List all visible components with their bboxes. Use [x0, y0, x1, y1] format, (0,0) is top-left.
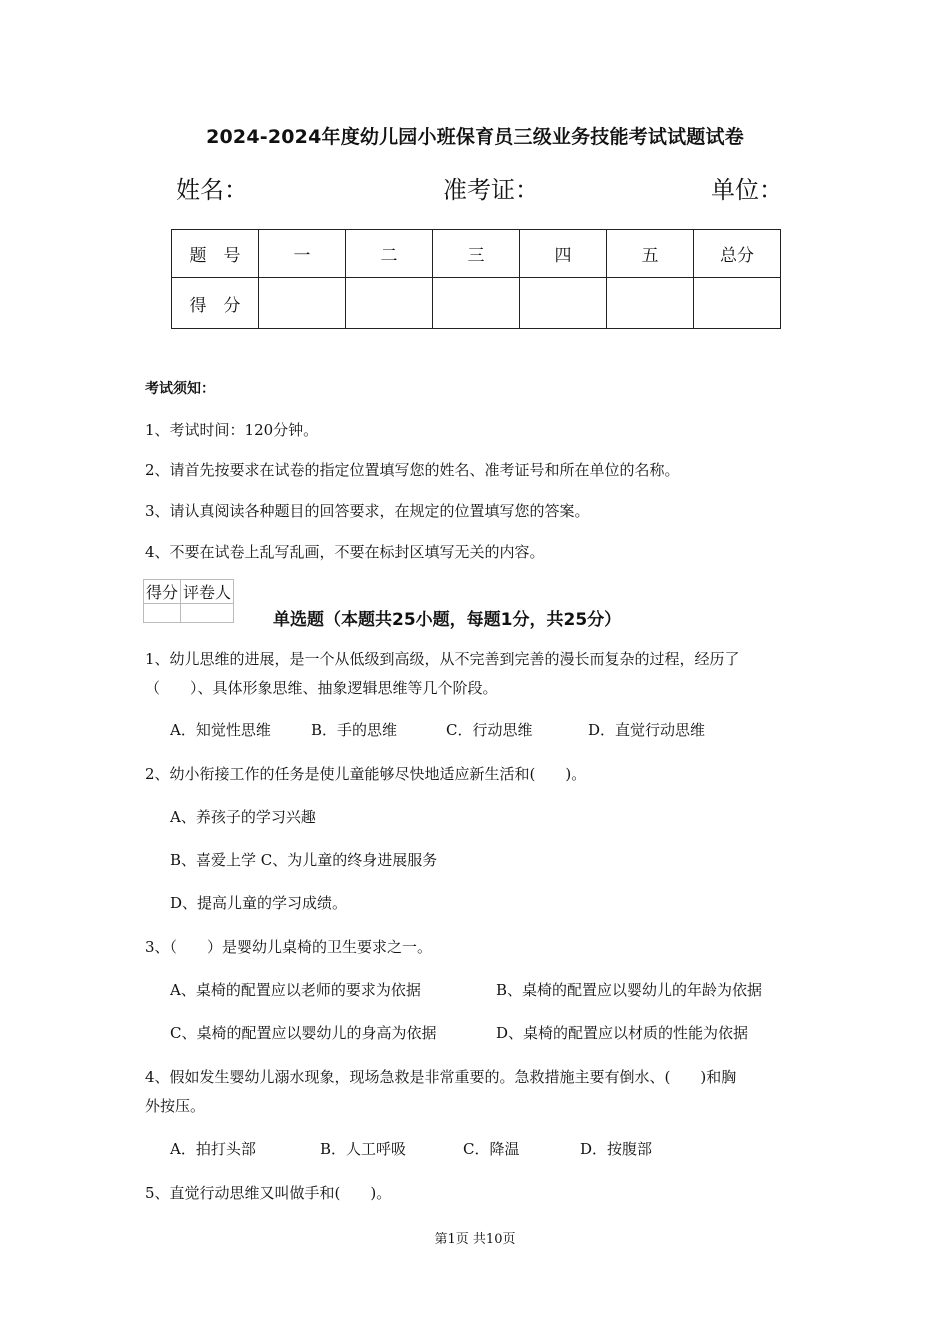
question-5-stem: 5、直觉行动思维又叫做手和( )。: [145, 1184, 392, 1202]
question-3-option-c: C、桌椅的配置应以婴幼儿的身高为依据: [170, 1024, 437, 1042]
notice-item: 2、请首先按要求在试卷的指定位置填写您的姓名、准考证号和所在单位的名称。: [145, 461, 680, 479]
question-1-option-a: A．知觉性思维: [170, 721, 271, 739]
score-row-label: 得 分: [172, 278, 259, 329]
grader-name-label: 评卷人: [181, 580, 234, 604]
score-header-cell: 三: [433, 230, 520, 278]
score-header-cell: 一: [259, 230, 346, 278]
question-4-option-b: B．人工呼吸: [320, 1140, 407, 1158]
question-2-stem: 2、幼小衔接工作的任务是使儿童能够尽快地适应新生活和( )。: [145, 765, 587, 783]
question-4-option-a: A．拍打头部: [170, 1140, 256, 1158]
question-4-option-c: C．降温: [463, 1140, 520, 1158]
score-table: [171, 229, 781, 329]
score-cell: [694, 278, 781, 329]
exam-id-field-label: 准考证：: [443, 176, 539, 204]
grader-score-cell: [144, 604, 181, 623]
question-3-option-a: A、桌椅的配置应以老师的要求为依据: [170, 981, 421, 999]
grader-box: [143, 579, 234, 623]
question-1-option-c: C．行动思维: [446, 721, 533, 739]
question-4-option-d: D．按腹部: [580, 1140, 653, 1158]
question-1-stem-cont: （ ）、具体形象思维、抽象逻辑思维等几个阶段。: [145, 679, 498, 697]
score-header-cell: 总分: [694, 230, 781, 278]
question-3-option-b: B、桌椅的配置应以婴幼儿的年龄为依据: [496, 981, 763, 999]
question-2-option-d: D、提高儿童的学习成绩。: [170, 894, 348, 912]
grader-name-cell: [181, 604, 234, 623]
page-title: 2024-2024年度幼儿园小班保育员三级业务技能考试试题试卷: [206, 126, 744, 148]
question-1-option-b: B．手的思维: [311, 721, 398, 739]
question-1-stem: 1、幼儿思维的进展，是一个从低级到高级，从不完善到完善的漫长而复杂的过程，经历了: [145, 650, 740, 668]
question-3-stem: 3、（ ）是婴幼儿桌椅的卫生要求之一。: [145, 938, 433, 956]
notice-heading: 考试须知：: [145, 381, 215, 397]
question-2-option-bc: B、喜爱上学 C、为儿童的终身进展服务: [170, 851, 438, 869]
question-2-option-a: A、养孩子的学习兴趣: [170, 808, 316, 826]
score-header-cell: 二: [346, 230, 433, 278]
page-footer: 第1页 共10页: [434, 1232, 516, 1247]
score-cell: [259, 278, 346, 329]
notice-item: 1、考试时间：120分钟。: [145, 421, 319, 439]
score-header-cell: 五: [607, 230, 694, 278]
notice-item: 3、请认真阅读各种题目的回答要求，在规定的位置填写您的答案。: [145, 502, 590, 520]
question-1-option-d: D．直觉行动思维: [588, 721, 706, 739]
grader-score-label: 得分: [144, 580, 181, 604]
notice-item: 4、不要在试卷上乱写乱画，不要在标封区填写无关的内容。: [145, 543, 545, 561]
question-4-stem: 4、假如发生婴幼儿溺水现象，现场急救是非常重要的。急救措施主要有倒水、( )和胸: [145, 1068, 737, 1086]
unit-field-label: 单位：: [711, 176, 783, 204]
name-field-label: 姓名：: [176, 176, 248, 204]
score-table-header-row: [172, 230, 781, 278]
score-cell: [433, 278, 520, 329]
question-4-stem-cont: 外按压。: [145, 1097, 206, 1115]
score-table-score-row: [172, 278, 781, 329]
score-header-cell: 题 号: [172, 230, 259, 278]
score-cell: [520, 278, 607, 329]
score-cell: [346, 278, 433, 329]
section-title: 单选题（本题共25小题，每题1分，共25分）: [273, 610, 622, 630]
question-3-option-d: D、桌椅的配置应以材质的性能为依据: [496, 1024, 749, 1042]
score-cell: [607, 278, 694, 329]
score-header-cell: 四: [520, 230, 607, 278]
